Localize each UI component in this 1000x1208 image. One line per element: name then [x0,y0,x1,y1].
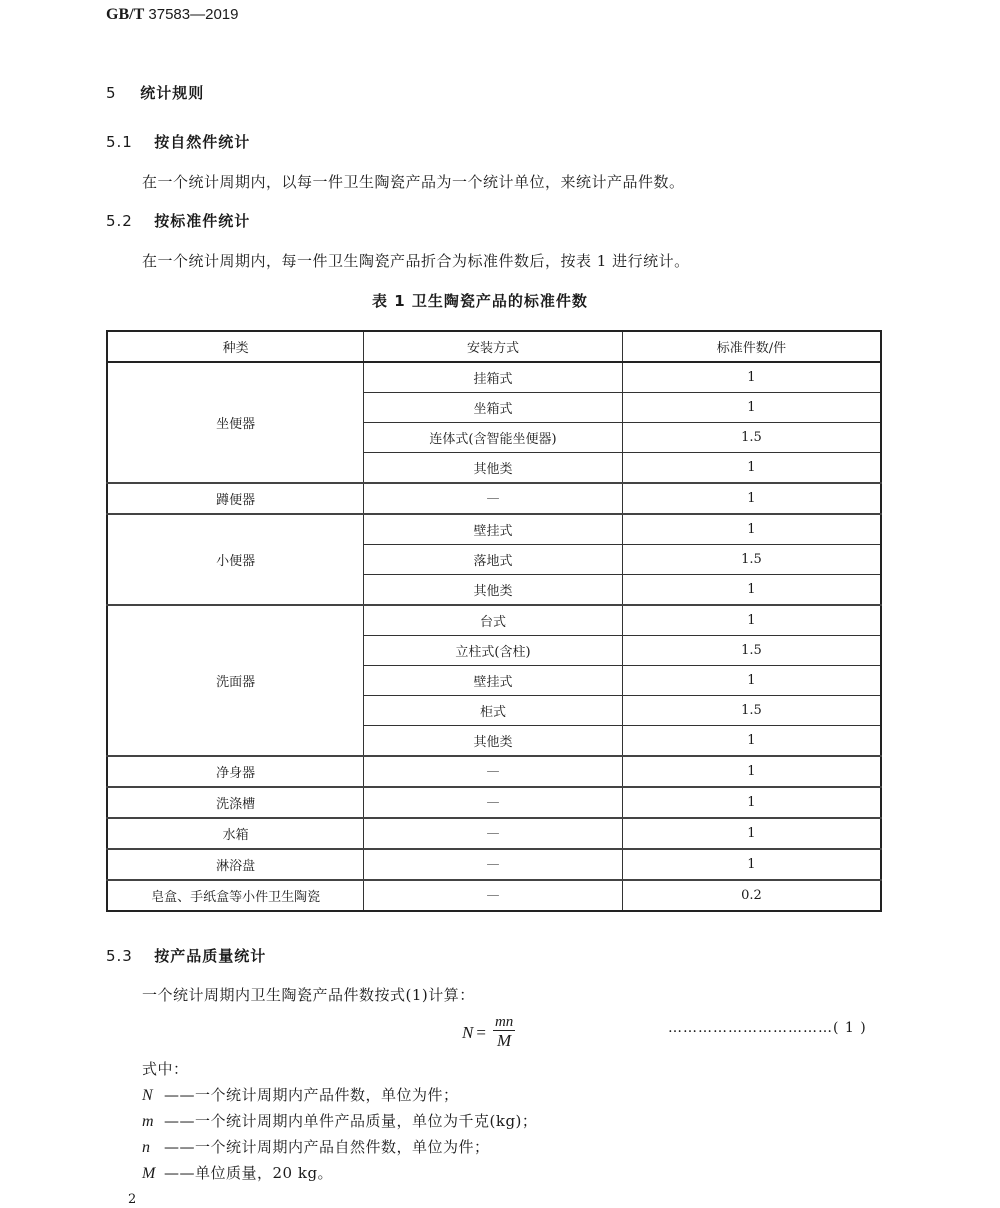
variable-symbol: N [142,1087,154,1104]
section-5-2-text: 在一个统计周期内，每一件卫生陶瓷产品折合为标准件数后，按表 1 进行统计。 [142,252,690,270]
value-cell: 1 [622,756,881,787]
method-cell: — [364,849,623,880]
method-cell: — [364,818,623,849]
method-cell: 其他类 [364,453,623,484]
where-label: 式中： [142,1060,189,1078]
standard-prefix: GB/T [106,6,145,23]
method-cell: 其他类 [364,575,623,606]
variable-definition [142,1110,537,1131]
value-cell: 1 [622,483,881,514]
section-5-1-text: 在一个统计周期内，以每一件卫生陶瓷产品为一个统计单位，来统计产品件数。 [142,173,685,191]
standard-number: 37583—2019 [148,6,239,23]
page-number: 2 [128,1192,137,1207]
section-number: 5.3 [106,947,133,965]
value-cell: 1 [622,787,881,818]
formula-equals: = [476,1022,486,1042]
table-row [107,787,881,818]
section-5-2-heading [106,210,250,231]
method-cell: 连体式(含智能坐便器) [364,423,623,453]
method-cell: 台式 [364,605,623,636]
value-cell: 1 [622,575,881,606]
value-cell: 1 [622,453,881,484]
value-cell: 0.2 [622,880,881,911]
section-5-1-heading [106,131,250,152]
category-cell: 坐便器 [107,362,364,483]
variable-symbol: M [142,1165,156,1182]
section-number: 5 [106,84,117,102]
method-cell: — [364,787,623,818]
value-cell: 1 [622,849,881,880]
standard-code [106,6,239,24]
value-cell: 1.5 [622,423,881,453]
table-row [107,849,881,880]
table-row [107,514,881,545]
formula-lhs: N [462,1022,474,1042]
table-header-row [107,331,881,362]
variable-definition [142,1136,490,1157]
value-cell: 1 [622,818,881,849]
method-cell: 坐箱式 [364,393,623,423]
section-number: 5.1 [106,133,133,151]
variable-symbol: m [142,1113,155,1130]
category-cell: 皂盒、手纸盒等小件卫生陶瓷 [107,880,364,911]
section-5-heading [106,82,204,103]
category-cell: 小便器 [107,514,364,605]
header-method: 安装方式 [364,331,623,362]
table-row [107,880,881,911]
variable-description: ——一个统计周期内单件产品质量，单位为千克(kg)； [164,1112,538,1130]
method-cell: 立柱式(含柱) [364,636,623,666]
formula-fraction [493,1014,515,1051]
method-cell: — [364,756,623,787]
formula-numerator: mn [494,1014,514,1030]
table-row [107,818,881,849]
section-number: 5.2 [106,212,133,230]
section-title: 按产品质量统计 [154,947,267,965]
variable-symbol: n [142,1139,151,1156]
method-cell: — [364,880,623,911]
variable-definition [142,1162,333,1183]
method-cell: 其他类 [364,726,623,757]
value-cell: 1 [622,393,881,423]
variable-description: ——一个统计周期内产品件数，单位为件； [164,1086,459,1104]
section-title: 统计规则 [140,84,205,102]
formula-denominator: M [497,1031,512,1050]
variable-description: ——一个统计周期内产品自然件数，单位为件； [164,1138,490,1156]
section-title: 按自然件统计 [154,133,251,151]
category-cell: 水箱 [107,818,364,849]
header-category: 种类 [107,331,364,362]
value-cell: 1 [622,514,881,545]
formula-intro: 一个统计周期内卫生陶瓷产品件数按式(1)计算： [142,986,475,1004]
value-cell: 1 [622,362,881,393]
category-cell: 洗涤槽 [107,787,364,818]
table-row [107,483,881,514]
method-cell: — [364,483,623,514]
category-cell: 洗面器 [107,605,364,756]
method-cell: 壁挂式 [364,666,623,696]
header-value: 标准件数/件 [622,331,881,362]
value-cell: 1.5 [622,636,881,666]
equation-number: ……………………………( 1 ) [668,1020,867,1036]
value-cell: 1.5 [622,545,881,575]
value-cell: 1 [622,666,881,696]
table-row [107,362,881,393]
section-title: 按标准件统计 [154,212,251,230]
method-cell: 挂箱式 [364,362,623,393]
category-cell: 淋浴盘 [107,849,364,880]
method-cell: 壁挂式 [364,514,623,545]
table-row [107,605,881,636]
standard-pieces-table [106,330,882,912]
value-cell: 1 [622,726,881,757]
variable-description: ——单位质量，20 kg。 [164,1164,334,1182]
value-cell: 1 [622,605,881,636]
category-cell: 净身器 [107,756,364,787]
section-5-3-heading [106,945,266,966]
table-row [107,756,881,787]
variable-definition [142,1084,459,1105]
value-cell: 1.5 [622,696,881,726]
method-cell: 柜式 [364,696,623,726]
table-caption: 表 1 卫生陶瓷产品的标准件数 [372,292,588,310]
formula [462,1014,515,1051]
category-cell: 蹲便器 [107,483,364,514]
method-cell: 落地式 [364,545,623,575]
